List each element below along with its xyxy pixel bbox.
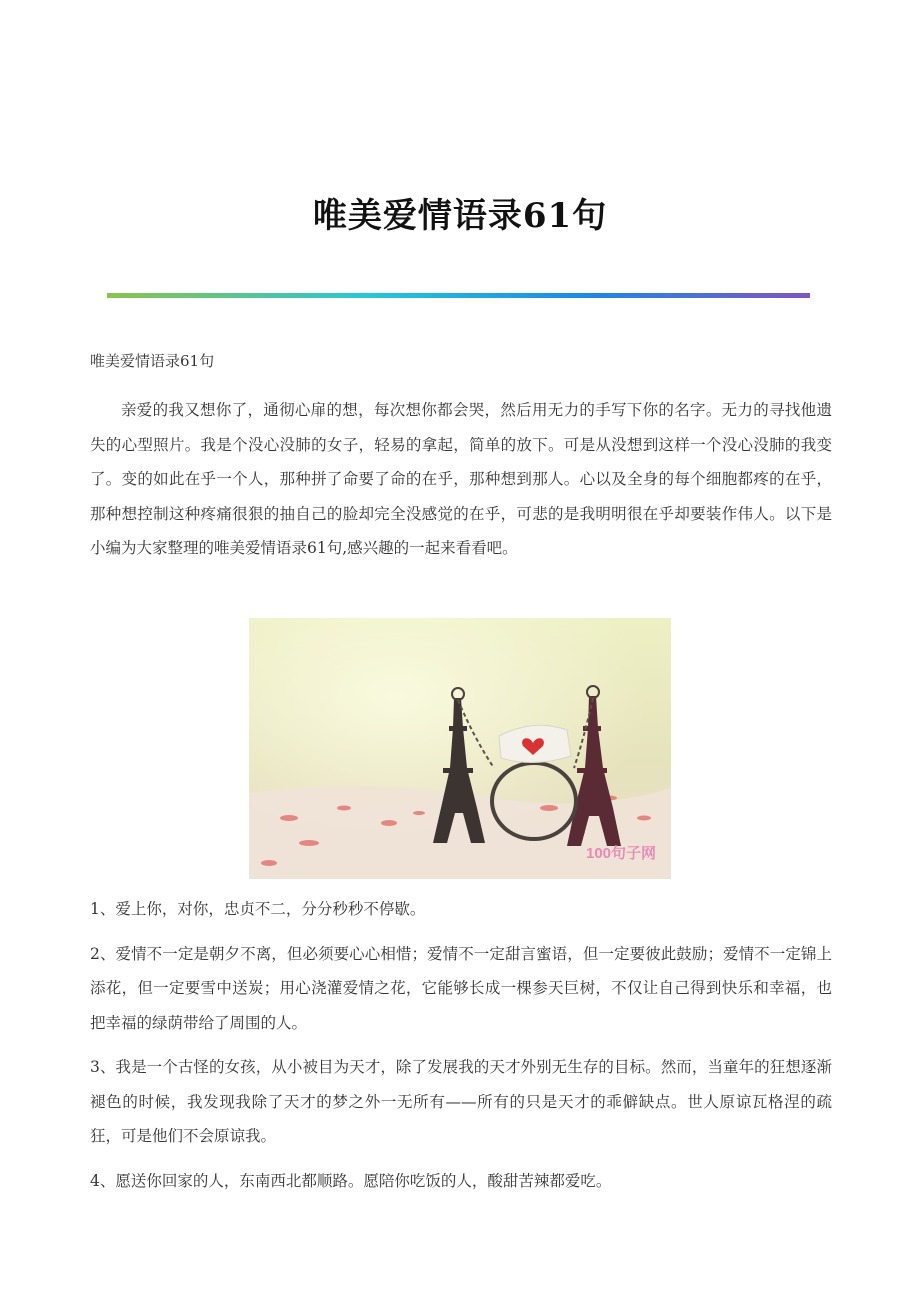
list-item: 3、我是一个古怪的女孩，从小被目为天才，除了发展我的天才外别无生存的目标。然而，当童年的狂想逐渐褪色的时候，我发现我除了天才的梦之外一无所有——所有的只是天才的乖僻缺点。世人原谅瓦格涅的疏狂，可是他们不会原谅我。	[90, 1058, 832, 1145]
photo-watermark: 100句子网	[585, 845, 657, 862]
title-divider	[107, 293, 810, 298]
intro-paragraph: 亲爱的我又想你了，通彻心扉的想，每次想你都会哭，然后用无力的手写下你的名字。无力的寻找他遗失的心型照片。我是个没心没肺的女子，轻易的拿起，简单的放下。可是从没想到这样一个没心没肺的我变了。变的如此在乎一个人，那种拼了命要了命的在乎，那种想到那人。心以及全身的每个细胞都疼的在乎，那种想控制这种疼痛很狠的抽自己的脸却完全没感觉的在乎，可悲的是我明明很在乎却要装作伟人。以下是小编为大家整理的唯美爱情语录61句,感兴趣的一起来看看吧。	[90, 401, 832, 557]
quote-list	[90, 892, 832, 1208]
list-item: 1、爱上你，对你，忠贞不二，分分秒秒不停歇。	[90, 900, 426, 918]
list-item: 4、愿送你回家的人，东南西北都顺路。愿陪你吃饭的人，酸甜苦辣都爱吃。	[90, 1171, 612, 1190]
document-title: 唯美爱情语录61句	[312, 196, 608, 236]
section-heading: 唯美爱情语录61句	[90, 352, 215, 370]
list-item: 2、爱情不一定是朝夕不离，但必须要心心相惜；爱情不一定甜言蜜语，但一定要彼此鼓励；爱情不一定锦上添花，但一定要雪中送炭；用心浇灌爱情之花，它能够长成一棵参天巨树，不仅让自己得到快乐和幸福，也把幸福的绿荫带给了周围的人。	[90, 944, 832, 1032]
eiffel-tower-keychain-photo	[249, 618, 671, 879]
photo-illustration	[249, 618, 671, 879]
